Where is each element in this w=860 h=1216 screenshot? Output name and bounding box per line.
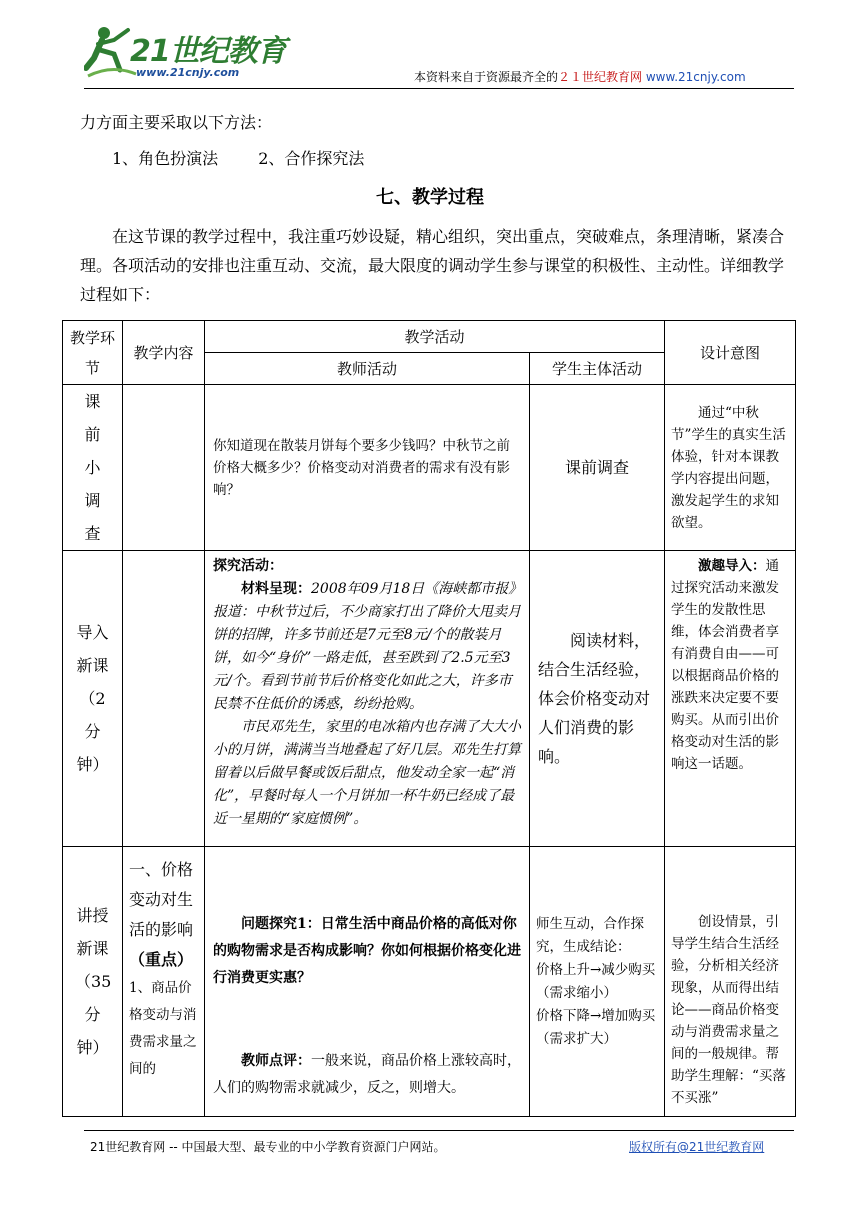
- body-paragraph: 在这节课的教学过程中，我注重巧妙设疑，精心组织，突出重点，突破难点，条理清晰，紧凑合理。各项活动的安排也注重互动、交流，最大限度的调动学生参与课堂的积极性、主动性。详细教学过程如下：: [80, 227, 785, 304]
- row3-teacher-comment: 一般来说，商品价格上涨较高时，人们的购物需求就减少，反之，则增大。: [213, 1053, 521, 1096]
- header-divider: [84, 88, 794, 89]
- header-note-prefix: 本资料来自于资源最齐全的: [414, 70, 559, 84]
- header-activity: 教学活动: [205, 321, 665, 353]
- row3-content-key: （重点）: [129, 950, 194, 969]
- row3-stage: 讲授新课（35分钟）: [63, 847, 123, 1117]
- header-note-brand[interactable]: ２１世纪教育网: [558, 70, 643, 84]
- logo-text: 21世纪教育: [130, 34, 286, 69]
- intro-line: 力方面主要采取以下方法：: [80, 113, 273, 132]
- row2-teacher-label: 材料呈现：: [241, 581, 311, 597]
- row3-student: 师生互动，合作探究，生成结论： 价格上升→减少购买（需求缩小） 价格下降→增加购买（需求扩大）: [530, 847, 665, 1117]
- header-teacher: 教师活动: [205, 353, 530, 385]
- row3-teacher-question: 问题探究1：日常生活中商品价格的高低对你的购物需求是否构成影响？你如何根据价格变化进行消费更实惠？: [213, 916, 521, 986]
- row2-teacher-p1: 2008年09月18日《海峡都市报》报道：中秋节过后，不少商家打出了降价大甩卖月饼的招牌，许多节前还是7元至8元/个的散装月饼，如今“身价”一路走低，甚至跌到了2.5元至3元/个。看到节前节后价格变化如此之大，许多市民禁不住低价的诱惑，纷纷抢购。: [213, 581, 521, 712]
- row2-content: [123, 551, 205, 847]
- table-row: [63, 551, 796, 847]
- method-2: 2、合作探究法: [258, 149, 365, 168]
- row2-intent: [665, 551, 796, 847]
- row1-stage: 课前小调查: [63, 385, 123, 551]
- logo-url: www.21cnjy.com: [136, 66, 240, 79]
- header-stage: 教学环节: [63, 321, 123, 385]
- header-note: [414, 68, 746, 85]
- row3-intent: 创设情景，引导学生结合生活经验，分析相关经济现象，从而得出结论——商品价格变动与消费需求量之间的一般规律。帮助学生理解：“买落不买涨”: [665, 847, 796, 1117]
- row1-intent: 通过“中秋节”学生的真实生活体验，针对本课教学内容提出问题，激发起学生的求知欲望。: [665, 385, 796, 551]
- table-row: [63, 847, 796, 1117]
- row2-stage: 导入新课（2分钟）: [63, 551, 123, 847]
- table-row: [63, 385, 796, 551]
- table-header-row: [63, 321, 796, 353]
- footer-copyright-link[interactable]: 版权所有@21世纪教育网: [629, 1140, 765, 1154]
- footer-text: 21世纪教育网 -- 中国最大型、最专业的中小学教育资源门户网站。: [90, 1140, 446, 1154]
- header-content: 教学内容: [123, 321, 205, 385]
- methods-line: [112, 144, 828, 173]
- header-intent: 设计意图: [665, 321, 796, 385]
- row3-teacher-label: 教师点评：: [241, 1053, 311, 1069]
- header-student: 学生主体活动: [530, 353, 665, 385]
- row3-teacher: [205, 847, 530, 1117]
- row2-teacher-heading: 探究活动：: [213, 558, 283, 574]
- footer-divider: [84, 1130, 794, 1131]
- row2-intent-label: 激趣导入：: [698, 558, 766, 574]
- row3-content: [123, 847, 205, 1117]
- row1-teacher: 你知道现在散装月饼每个要多少钱吗？中秋节之前价格大概多少？价格变动对消费者的需求有没有影响？: [205, 385, 530, 551]
- row1-content: [123, 385, 205, 551]
- row2-intent-text: 通过探究活动来激发学生的发散性思维，体会消费者享有消费自由——可以根据商品价格的涨跌来决定要不要购买。从而引出价格变动对生活的影响这一话题。: [671, 558, 780, 772]
- row1-student: 课前调查: [530, 385, 665, 551]
- section-title: 七、教学过程: [376, 187, 484, 208]
- row2-teacher-p2: 市民邓先生，家里的电冰箱内也存满了大大小小的月饼，满满当当地叠起了好几层。邓先生打算留着以后做早餐或饭后甜点，他发动全家一起“消化”，早餐时每人一个月饼加一杯牛奶已经成了最近一星期的“家庭惯例”。: [213, 719, 521, 827]
- page-header: [0, 0, 860, 95]
- row3-content-sub: 1、商品价格变动与消费需求量之间的: [129, 980, 197, 1077]
- site-logo[interactable]: [84, 22, 284, 84]
- lesson-table: [62, 320, 796, 1117]
- row3-content-main: 一、价格变动对生活的影响（重点）: [129, 860, 194, 969]
- header-note-site[interactable]: www.21cnjy.com: [645, 70, 746, 84]
- row2-student: 阅读材料，结合生活经验，体会价格变动对人们消费的影响。: [530, 551, 665, 847]
- row2-teacher: [205, 551, 530, 847]
- method-1: 1、角色扮演法: [112, 149, 219, 168]
